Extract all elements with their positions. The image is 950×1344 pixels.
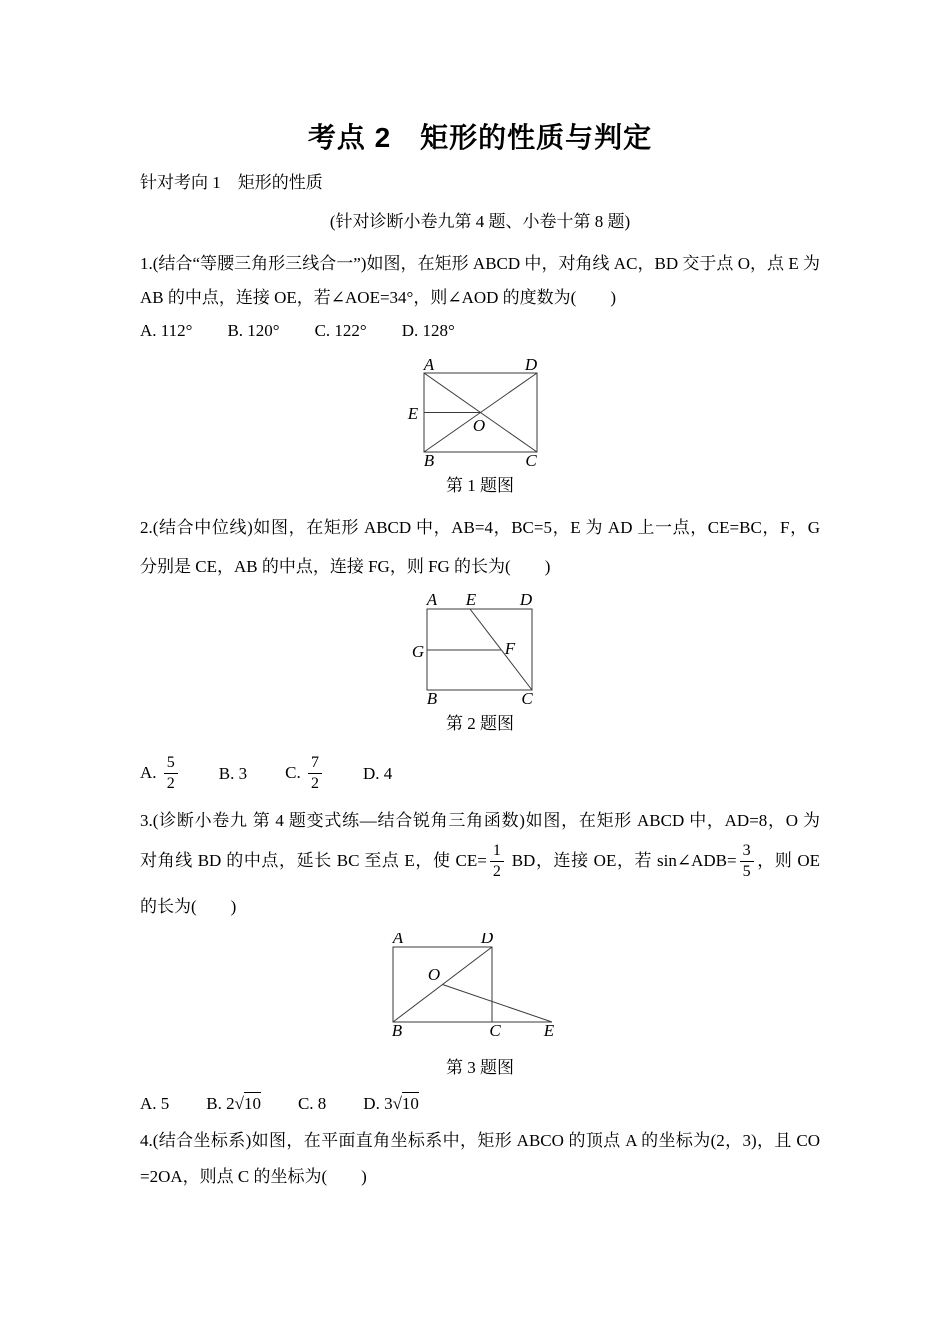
q3-option-b: B. 2√10: [206, 1094, 261, 1113]
figure-3-caption: 第 3 题图: [446, 1058, 514, 1077]
q2-text-line-2: 分别是 CE，AB 的中点，连接 FG，则 FG 的长为( ): [140, 557, 551, 576]
vertex-label-d: D: [519, 592, 533, 609]
q2-text-line-1: 2.(结合中位线)如图，在矩形 ABCD 中，AB=4，BC=5，E 为 AD 上一点，CE=BC，F，G: [140, 518, 820, 537]
vertex-label-a: A: [392, 933, 404, 947]
vertex-label-b: B: [391, 1021, 403, 1040]
q1-text-line-2: AB 的中点，连接 OE，若∠AOE=34°，则∠AOD 的度数为( ): [140, 288, 616, 307]
q4-text-line-1: 4.(结合坐标系)如图，在平面直角坐标系中，矩形 ABCO 的顶点 A 的坐标为(2，3)，且 CO: [140, 1131, 820, 1150]
q1-options-row: [140, 320, 455, 342]
point-label-e: E: [465, 592, 477, 609]
vertex-label-d: D: [524, 357, 538, 374]
point-label-e: E: [407, 404, 419, 423]
q3-option-a: A. 5: [140, 1094, 170, 1113]
section-heading: 针对考向 1 矩形的性质: [140, 173, 323, 192]
fraction: $\frac{3}{5}$: [740, 842, 754, 880]
q3-option-c: C. 8: [297, 1094, 327, 1113]
point-label-o: O: [472, 416, 486, 435]
radicand: 10: [243, 1094, 261, 1113]
q3-text-line-2: 对角线 BD 的中点，延长 BC 至点 E，使 CE= $\frac{1}{2}$ BD，连接 OE，若 sin∠ADB= $\frac{3}{5}$ ，则 OE: [140, 842, 820, 880]
q1-option-c: C. 122°: [314, 321, 367, 340]
q1-option-a: A. 112°: [140, 321, 193, 340]
segment-oe: [443, 985, 553, 1023]
figure-1-caption: 第 1 题图: [446, 476, 514, 495]
fraction: $\frac{7}{2}$: [308, 754, 322, 792]
q3-option-d: D. 3√10: [363, 1094, 419, 1113]
point-label-g: G: [411, 642, 425, 661]
figure-1-diagram: [395, 357, 565, 471]
vertex-label-d: D: [480, 933, 494, 947]
q2-option-a: A. $\frac{5}{2}$: [140, 755, 181, 793]
q1-text-line-1: 1.(结合“等腰三角形三线合一”)如图，在矩形 ABCD 中，对角线 AC，BD 交于点 O，点 E 为: [140, 254, 820, 273]
figure-2-diagram: [400, 592, 550, 715]
q2-option-d: D. 4: [362, 764, 393, 783]
q3-text-line-3: 的长为( ): [140, 897, 237, 916]
vertex-label-c: C: [489, 1021, 501, 1040]
q2-options-row: [140, 752, 392, 796]
page-title: 考点 2 矩形的性质与判定: [307, 122, 653, 153]
q2-option-b: B. 3: [218, 764, 248, 783]
figure-2-caption: 第 2 题图: [446, 714, 514, 733]
radicand: 10: [401, 1094, 419, 1113]
vertex-label-c: C: [525, 451, 537, 470]
point-label-e: E: [543, 1021, 555, 1040]
point-label-o: O: [427, 965, 441, 984]
q3-options-row: [140, 1091, 419, 1117]
figure-3-diagram: [385, 933, 570, 1041]
source-note: (针对诊断小卷九第 4 题、小卷十第 8 题): [329, 212, 631, 231]
fraction: $\frac{5}{2}$: [164, 754, 178, 792]
q2-option-c: C. $\frac{7}{2}$: [285, 755, 325, 793]
q4-text-line-2: =2OA，则点 C 的坐标为( ): [140, 1167, 367, 1186]
vertex-label-b: B: [423, 451, 435, 470]
fraction: $\frac{1}{2}$: [490, 842, 504, 880]
vertex-label-a: A: [423, 357, 435, 374]
vertex-label-c: C: [521, 689, 533, 708]
point-label-f: F: [504, 639, 516, 658]
q3-text-line-1: 3.(诊断小卷九 第 4 题变式练—结合锐角三角函数)如图，在矩形 ABCD 中，AD=8，O 为: [140, 811, 820, 830]
vertex-label-a: A: [426, 592, 438, 609]
vertex-label-b: B: [426, 689, 438, 708]
q1-option-b: B. 120°: [227, 321, 280, 340]
q1-option-d: D. 128°: [401, 321, 455, 340]
